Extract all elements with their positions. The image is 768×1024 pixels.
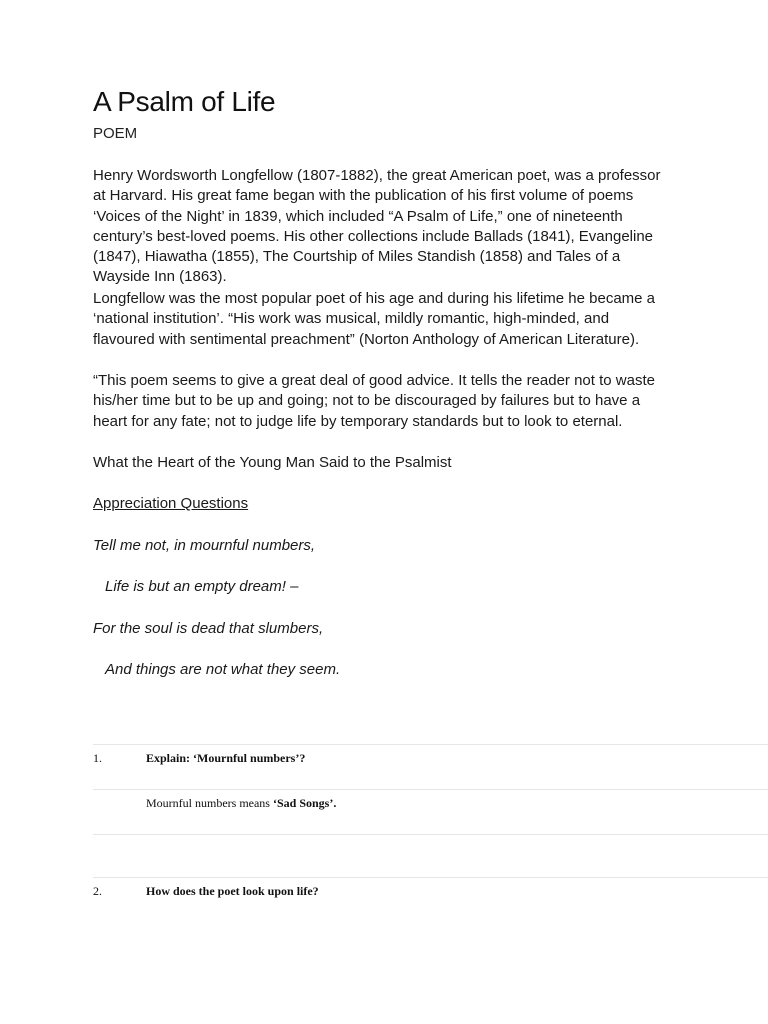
verse-line: Life is but an empty dream! – [105, 578, 299, 595]
appreciation-questions-link[interactable]: Appreciation Questions [93, 495, 249, 512]
table-divider [93, 877, 768, 878]
poem-subtitle: What the Heart of the Young Man Said to the Psalmist [93, 454, 452, 471]
page-subtitle: POEM [93, 125, 138, 142]
verse-line: And things are not what they seem. [105, 661, 341, 678]
table-divider [93, 789, 768, 790]
popularity-paragraph: Longfellow was the most popular poet of his age and during his lifetime he became a ‘national institution’. “His work was musical, mildly romantic, high-minded, and flavoured with sentimental preachment” (Norton Anthology of American Literature). [93, 290, 656, 348]
question-number: 2. [93, 884, 102, 898]
answer-prefix: Mournful numbers means [146, 796, 273, 810]
question-text: Explain: ‘Mournful numbers’? [146, 751, 306, 765]
answer-text [146, 796, 336, 811]
page-title: A Psalm of Life [93, 86, 276, 117]
intro-paragraph: Henry Wordsworth Longfellow (1807-1882), the great American poet, was a professor at Harvard. His great fame began with the publication of his first volume of poems ‘Voices of the Night’ in 1839, which included “A Psalm of Life,” one of nineteenth century’s best-loved poems. His other collections include Ballads (1841), Evangeline (1847), Hiawatha (1855), The Courtship of Miles Standish (1858) and Tales of a Wayside Inn (1863). [93, 167, 661, 286]
question-number: 1. [93, 751, 102, 765]
verse-line: For the soul is dead that slumbers, [93, 620, 324, 637]
answer-highlight: ‘Sad Songs’. [272, 796, 337, 810]
question-text: How does the poet look upon life? [146, 884, 319, 898]
table-divider [93, 834, 768, 835]
table-divider [93, 744, 768, 745]
summary-paragraph: “This poem seems to give a great deal of good advice. It tells the reader not to waste his/her time but to be up and going; not to be discouraged by failures but to have a heart for any fate; not to judge life by temporary standards but to look to eternal. [93, 372, 655, 430]
verse-line: Tell me not, in mournful numbers, [93, 537, 316, 554]
